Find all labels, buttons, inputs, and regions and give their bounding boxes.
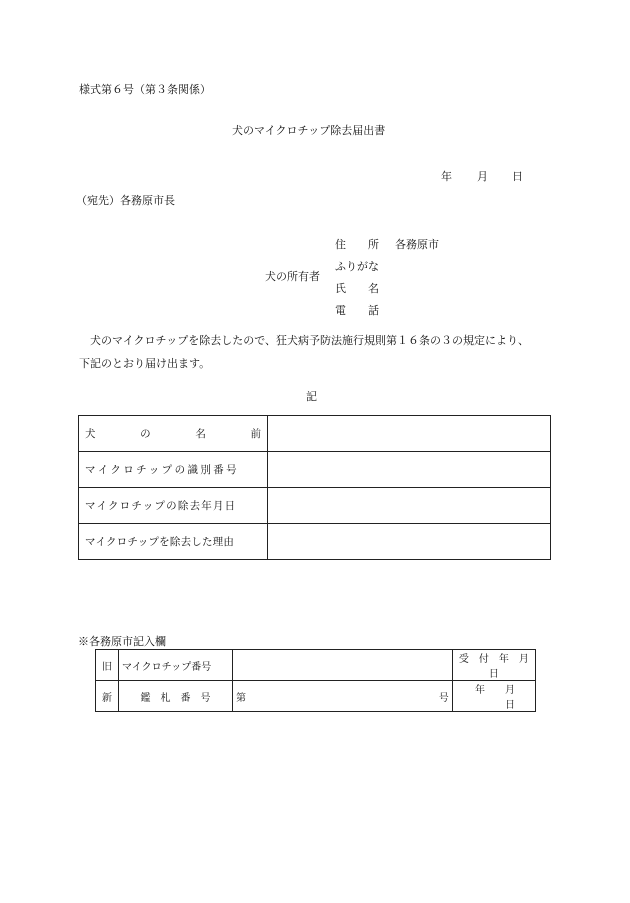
office-tag-number-value[interactable] xyxy=(233,681,370,712)
owner-address-label: 住 所 xyxy=(335,238,379,251)
chip-id-label-cell xyxy=(79,452,268,488)
removal-date-label-cell xyxy=(79,488,268,524)
office-tag-number-label: 鑑 札 番 号 xyxy=(119,681,233,712)
notification-table xyxy=(78,415,551,560)
table-row xyxy=(79,452,551,488)
office-chip-number-label: マイクロチップ番号 xyxy=(119,650,233,681)
date-day-label: 日 xyxy=(512,170,523,183)
table-row xyxy=(96,681,536,712)
chip-id-value-cell[interactable] xyxy=(268,452,551,488)
page-title: 犬のマイクロチップ除去届出書 xyxy=(232,124,386,137)
table-row xyxy=(79,416,551,452)
office-use-table xyxy=(95,649,539,712)
date-month-label: 月 xyxy=(477,170,488,183)
dog-name-value-cell[interactable] xyxy=(268,416,551,452)
office-blank-cell[interactable] xyxy=(369,650,452,681)
removal-date-label: マイクロチップの除去年月日 xyxy=(85,500,237,512)
removal-reason-label: マイクロチップを除去した理由 xyxy=(85,536,235,548)
owner-label: 犬の所有者 xyxy=(265,270,320,283)
office-tag-number-suffix-cell xyxy=(369,681,452,712)
addressee: （宛先）各務原市長 xyxy=(76,194,175,207)
removal-reason-label-cell xyxy=(79,524,268,560)
dog-name-char: 犬 xyxy=(85,428,96,440)
office-new-cell: 新 xyxy=(96,681,119,712)
removal-reason-value-cell[interactable] xyxy=(268,524,551,560)
office-received-date-label: 受 付 年 月 日 xyxy=(452,650,535,681)
owner-name-label: 氏 名 xyxy=(335,282,379,295)
dog-name-char: 前 xyxy=(250,428,261,440)
owner-phone-label: 電 話 xyxy=(335,304,379,317)
owner-furigana-label: ふりがな xyxy=(335,260,379,273)
office-date-value[interactable]: 年 月 日 xyxy=(452,681,535,712)
owner-address-value: 各務原市 xyxy=(395,238,439,251)
office-tag-number-prefix: 第 xyxy=(236,692,246,704)
table-row xyxy=(79,488,551,524)
ki-heading: 記 xyxy=(306,390,317,403)
office-chip-number-value[interactable] xyxy=(233,650,370,681)
dog-name-label xyxy=(85,426,261,441)
body-text-line2: 下記のとおり届け出ます。 xyxy=(79,357,211,370)
dog-name-label-cell xyxy=(79,416,268,452)
removal-date-value-cell[interactable] xyxy=(268,488,551,524)
dog-name-char: 名 xyxy=(195,428,206,440)
table-row xyxy=(96,650,536,681)
office-tag-number-suffix: 号 xyxy=(438,692,449,704)
dog-name-char: の xyxy=(140,428,151,440)
chip-id-label: マイクロチップの識別番号 xyxy=(85,464,240,476)
form-number: 様式第６号（第３条関係） xyxy=(79,83,211,96)
table-row xyxy=(79,524,551,560)
body-text-line1: 犬のマイクロチップを除去したので、狂犬病予防法施行規則第１６条の３の規定により、 xyxy=(90,334,530,347)
office-old-cell: 旧 xyxy=(96,650,119,681)
office-section-heading: ※各務原市記入欄 xyxy=(78,635,166,648)
date-year-label: 年 xyxy=(441,170,452,183)
